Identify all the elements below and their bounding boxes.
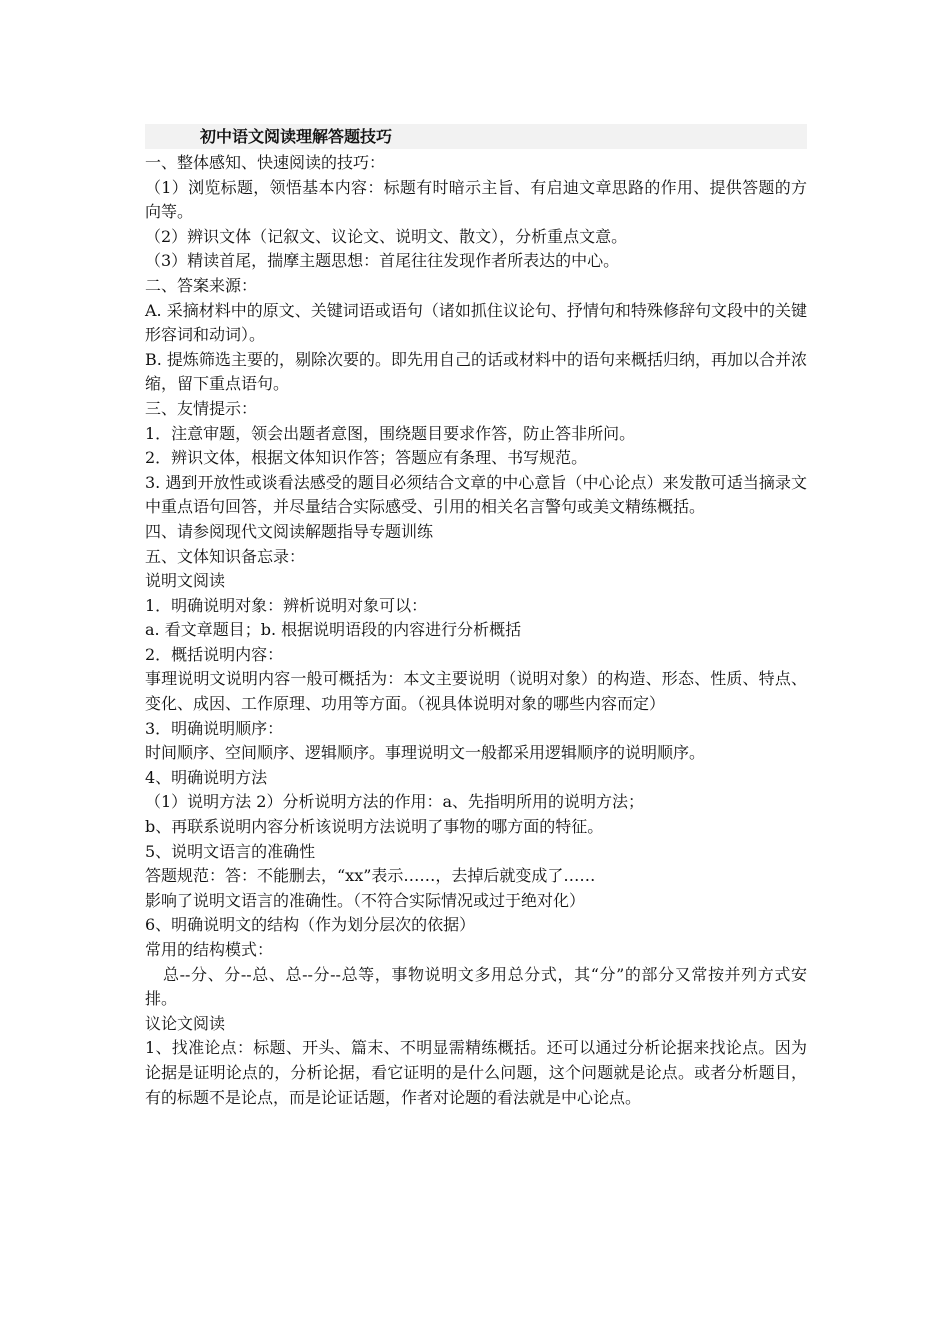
heading-argumentative-reading: 议论文阅读 xyxy=(145,1013,226,1033)
heading-overall-reading: 一、整体感知、快速阅读的技巧： xyxy=(145,153,386,172)
paragraph-tip-2: 2．辨识文体，根据文体知识作答；答题应有条理、书写规范。 xyxy=(145,448,588,468)
paragraph-identify-genre: （2）辨识文体（记叙文、议论文、说明文、散文），分析重点文意。 xyxy=(145,226,628,246)
heading-tips: 三、友情提示： xyxy=(145,398,258,418)
paragraph-expository-5-detail-b: 影响了说明文语言的准确性。（不符合实际情况或过于绝对化） xyxy=(145,890,586,910)
paragraph-tip-3: 3. 遇到开放性或谈看法感受的题目必须结合文章的中心意旨（中心论点）来发散可适当摘录文中重点语句回答，并尽量结合实际感受、引用的相关名言警句或美文精练概括。 xyxy=(145,472,807,517)
paragraph-structure-modes: 常用的结构模式： xyxy=(145,940,274,959)
paragraph-expository-3: 3．明确说明顺序： xyxy=(145,718,284,738)
paragraph-expository-2: 2．概括说明内容： xyxy=(145,644,284,664)
paragraph-expository-4-detail-a: （1）说明方法 2）分析说明方法的作用：a、先指明所用的说明方法； xyxy=(145,792,644,812)
paragraph-tip-1: 1．注意审题，领会出题者意图，围绕题目要求作答，防止答非所问。 xyxy=(145,423,636,443)
paragraph-expository-6: 6、明确说明文的结构（作为划分层次的依据） xyxy=(145,915,476,935)
paragraph-expository-1-detail: a. 看文章题目；b. 根据说明语段的内容进行分析概括 xyxy=(145,620,522,640)
document-body xyxy=(145,124,807,1110)
paragraph-expository-4: 4、明确说明方法 xyxy=(145,767,268,787)
heading-expository-reading: 说明文阅读 xyxy=(145,571,226,591)
document-title: 初中语文阅读理解答题技巧 xyxy=(145,124,807,149)
heading-genre-memo: 五、文体知识备忘录： xyxy=(145,546,306,566)
paragraph-read-start-end: （3）精读首尾，揣摩主题思想：首尾往往发现作者所表达的中心。 xyxy=(145,251,620,271)
paragraph-expository-2-detail: 事理说明文说明内容一般可概括为：本文主要说明（说明对象）的构造、形态、性质、特点、变化、成因、工作原理、功用等方面。（视具体说明对象的哪些内容而定） xyxy=(145,669,807,714)
paragraph-expository-3-detail: 时间顺序、空间顺序、逻辑顺序。事理说明文一般都采用逻辑顺序的说明顺序。 xyxy=(145,743,706,763)
paragraph-argumentative-1: 1、找准论点：标题、开头、篇末、不明显需精练概括。还可以通过分析论据来找论点。因为论据是证明论点的，分析论据，看它证明的是什么问题，这个问题就是论点。或者分析题目，有的标题不是论点，而是论证话题，作者对论题的看法就是中心论点。 xyxy=(145,1038,807,1107)
paragraph-expository-1: 1．明确说明对象：辨析说明对象可以： xyxy=(145,595,428,615)
heading-answer-source: 二、答案来源： xyxy=(145,275,258,295)
paragraph-source-a: A. 采摘材料中的原文、关键词语或语句（诸如抓住议论句、抒情句和特殊修辞句文段中的关键形容词和动词）。 xyxy=(145,300,807,345)
paragraph-source-b: B. 提炼筛选主要的，剔除次要的。即先用自己的话或材料中的语句来概括归纳，再加以合并浓缩，留下重点语句。 xyxy=(145,349,807,394)
paragraph-expository-4-detail-b: b、再联系说明内容分析该说明方法说明了事物的哪方面的特征。 xyxy=(145,817,604,837)
paragraph-browse-title: （1）浏览标题，领悟基本内容：标题有时暗示主旨、有启迪文章思路的作用、提供答题的方向等。 xyxy=(145,177,807,222)
paragraph-expository-5-detail-a: 答题规范：答：不能删去，“xx”表示……，去掉后就变成了…… xyxy=(145,866,596,886)
paragraph-structure-detail: 总--分、分--总、总--分--总等，事物说明文多用总分式，其“分”的部分又常按并列方式安排。 xyxy=(145,964,807,1009)
paragraph-expository-5: 5、说明文语言的准确性 xyxy=(145,841,316,861)
heading-reference: 四、请参阅现代文阅读解题指导专题训练 xyxy=(145,521,434,541)
